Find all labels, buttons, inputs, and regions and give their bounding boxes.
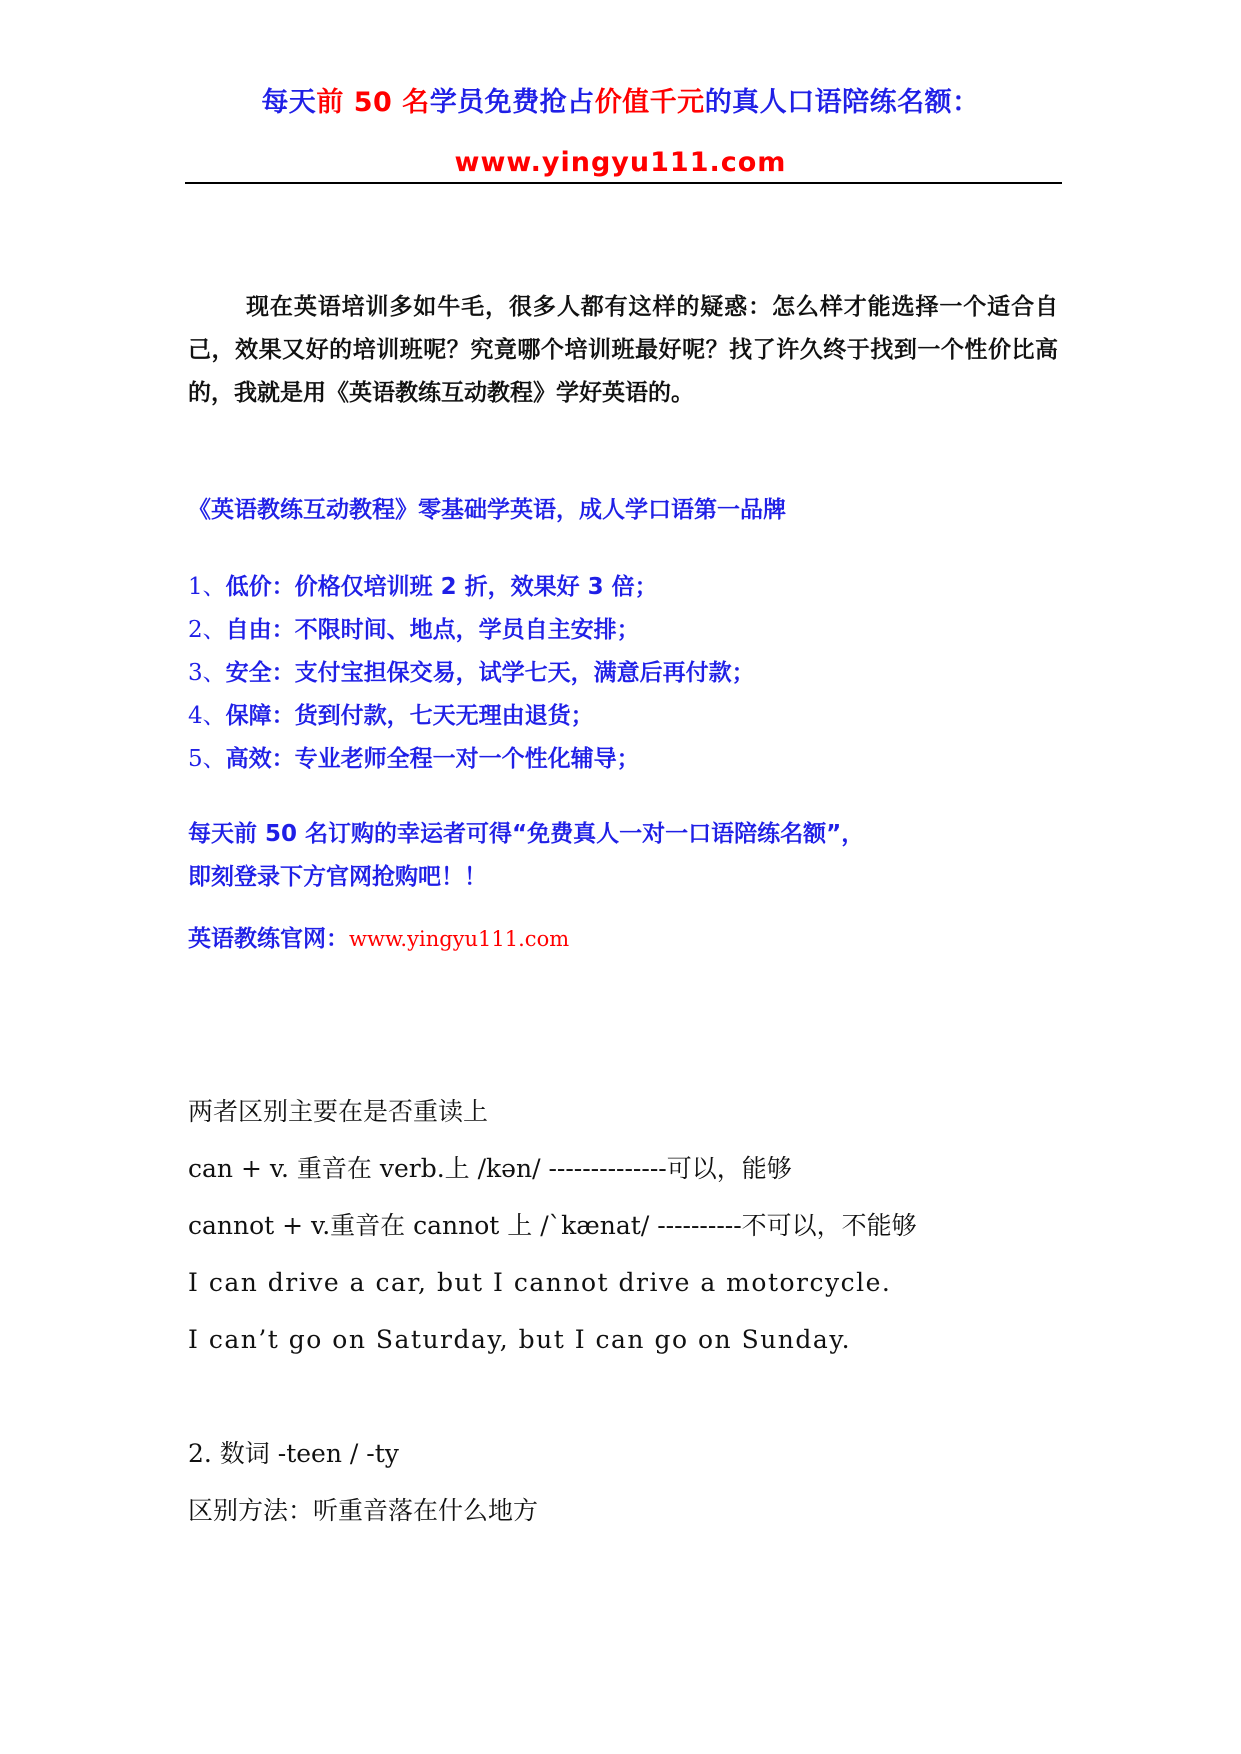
brand-tagline: 《英语教练互动教程》零基础学英语，成人学口语第一品牌	[188, 497, 786, 523]
feature-list	[188, 566, 755, 781]
header-text-4: 价值千元	[594, 87, 705, 118]
promo-line-1: 每天前 50 名订购的幸运者可得“免费真人一对一口语陪练名额”，	[188, 821, 865, 847]
header-divider	[185, 182, 1062, 184]
feature-item: 1、低价：价格仅培训班 2 折，效果好 3 倍；	[188, 574, 658, 600]
header-url-link[interactable]: www.yingyu111.com	[454, 147, 787, 178]
lesson-line: I can’t go on Saturday, but I can go on Sunday.	[188, 1325, 852, 1354]
paragraph-gap	[188, 1368, 1058, 1425]
official-site	[188, 920, 569, 953]
header-text-3: 学员免费抢占	[429, 87, 595, 118]
feature-item: 4、保障：货到付款，七天无理由退货；	[188, 703, 594, 729]
lesson-line: can + v. 重音在 verb.上 /kən/ --------------可以，能够	[188, 1154, 792, 1183]
lesson-line: I can drive a car, but I cannot drive a motorcycle.	[188, 1268, 892, 1297]
lesson-line: 区别方法：听重音落在什么地方	[188, 1496, 539, 1525]
lesson-line: cannot + v.重音在 cannot 上 /ˋkænat/ ----------不可以，不能够	[188, 1211, 917, 1240]
promo-header	[0, 80, 1241, 119]
header-text-1: 每天	[261, 87, 317, 118]
feature-item: 2、自由：不限时间、地点，学员自主安排；	[188, 617, 640, 643]
header-text-2: 前 50 名	[316, 87, 430, 118]
intro-paragraph: 现在英语培训多如牛毛，很多人都有这样的疑惑：怎么样才能选择一个适合自己，效果又好的培训班呢？究竟哪个培训班最好呢？找了许久终于找到一个性价比高的，我就是用《英语教练互动教程》学好英语的。	[188, 294, 1058, 406]
site-label: 英语教练官网：	[188, 926, 349, 952]
site-url-link[interactable]: www.yingyu111.com	[349, 927, 570, 951]
header-text-5: 的真人口语陪练名额：	[704, 87, 980, 118]
promo-line-2: 即刻登录下方官网抢购吧！！	[188, 864, 487, 890]
feature-item: 3、安全：支付宝担保交易，试学七天，满意后再付款；	[188, 660, 755, 686]
feature-item: 5、高效：专业老师全程一对一个性化辅导；	[188, 746, 640, 772]
promo-offer	[188, 813, 864, 899]
lesson-content	[188, 1083, 1058, 1539]
lesson-line: 两者区别主要在是否重读上	[188, 1097, 489, 1126]
lesson-line: 2. 数词 -teen / -ty	[188, 1439, 399, 1468]
